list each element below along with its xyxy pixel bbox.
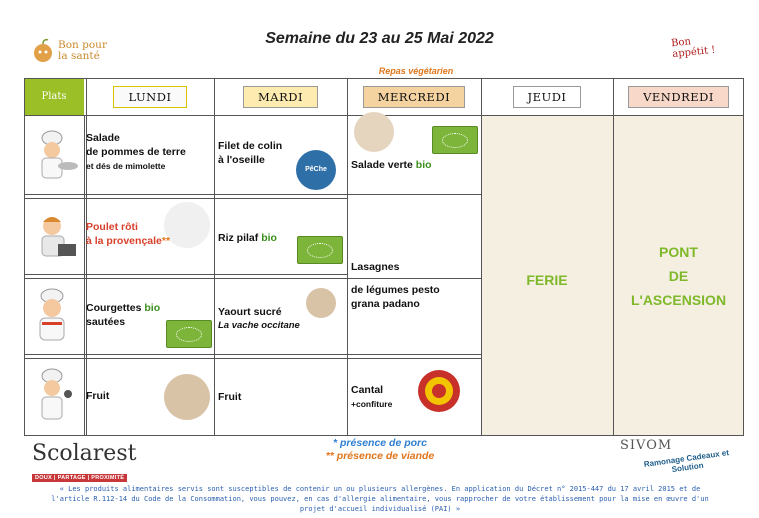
pont-line: L'ASCENSION <box>630 292 727 308</box>
dish-line: Filet de colin <box>218 140 283 152</box>
dish-line: grana padano <box>351 298 420 310</box>
cook-illustration-icon <box>30 206 80 266</box>
produit-local-badge-icon <box>164 374 210 420</box>
day-header-mercredi <box>347 84 481 110</box>
mercredi-entree <box>351 158 479 172</box>
peche-label-text: PêChe <box>305 166 327 173</box>
legend-porc: * présence de porc <box>333 437 427 449</box>
day-header-jeudi <box>481 84 613 110</box>
dish-line: et dés de mimolette <box>86 161 166 171</box>
lundi-entree <box>86 131 212 173</box>
day-header-mardi <box>214 84 347 110</box>
grid-line <box>24 358 481 359</box>
legend-viande: ** présence de viande <box>325 450 435 462</box>
grid-line <box>24 198 347 199</box>
dish-line: +confiture <box>351 399 393 409</box>
grid-line <box>24 274 347 275</box>
lundi-plat <box>86 220 212 248</box>
mardi-dessert <box>218 390 343 404</box>
dish-line: Salade <box>86 132 120 144</box>
scolarest-logo <box>32 441 142 481</box>
bon-appetit-logo: Bon appétit ! <box>670 36 716 61</box>
day-label: LUNDI <box>113 86 186 108</box>
grid-line <box>481 78 482 436</box>
grid-line <box>24 194 481 195</box>
grid-line <box>214 78 215 436</box>
dish-line: de pommes de terre <box>86 146 186 158</box>
vegetarian-meal-label: Repas végétarien <box>378 66 454 76</box>
dish-line: Yaourt sucré <box>218 306 282 318</box>
grid-line <box>24 435 744 436</box>
legend <box>240 437 520 463</box>
dish-line: Riz pilaf bio <box>218 232 277 244</box>
dish-line: Lasagnes <box>351 261 400 273</box>
disclaimer-line: « Les produits alimentaires servis sont susceptibles de contenir un ou plusieurs allergènes. En application du Décret n° 2015-447 du 17 avril 2015 et de <box>59 485 701 493</box>
allergen-disclaimer <box>10 484 750 514</box>
sivom-subtitle: Ramonage Cadeaux et Solution <box>643 448 730 475</box>
eu-organic-label-icon <box>432 126 478 154</box>
sivom-logo <box>620 438 750 478</box>
grid-line <box>24 78 25 436</box>
dish-line: Fruit <box>218 391 242 403</box>
dish-line: Cantal <box>351 384 384 396</box>
disclaimer-line: l'article R.112-14 du Code de la Consommation, vous pouvez, en cas d'allergie alimentaire, vous rapprocher de votre établissement pour la mise en œuvre d'un <box>51 495 709 503</box>
brand-name: Scolarest <box>32 441 137 466</box>
grid-line <box>24 354 481 355</box>
mercredi-plat-suite <box>351 283 479 311</box>
grid-line <box>24 78 744 79</box>
day-label: JEUDI <box>513 86 582 108</box>
vendredi-pont-text <box>613 240 744 312</box>
brand-tagline: DOUX | PARTAGE | PROXIMITÉ <box>32 474 127 482</box>
dish-line: à la provençale** <box>86 235 171 247</box>
mercredi-plat <box>351 260 479 274</box>
eu-organic-label-icon <box>166 320 212 348</box>
dish-line: Courgettes bio <box>86 302 161 314</box>
jeudi-ferie-text: FERIE <box>526 272 568 288</box>
chef-illustration-icon <box>30 126 80 186</box>
menu-table <box>24 78 744 436</box>
pont-line: DE <box>668 268 689 284</box>
day-label: MARDI <box>243 86 318 108</box>
chef-illustration-icon <box>30 286 80 346</box>
grid-line <box>24 278 481 279</box>
grid-line <box>347 78 348 436</box>
plats-header: Plats <box>24 78 84 115</box>
day-label: VENDREDI <box>628 86 729 108</box>
grid-line <box>84 115 85 436</box>
dish-line: Fruit <box>86 390 110 402</box>
dish-line: de légumes pesto <box>351 284 440 296</box>
vegetarien-badge-icon <box>354 112 394 152</box>
sivom-title: SIVOM <box>620 438 673 453</box>
dish-line: Poulet rôti <box>86 221 138 233</box>
dish-line: à l'oseille <box>218 154 265 166</box>
aop-label-icon <box>416 368 462 414</box>
day-header-vendredi <box>613 84 744 110</box>
dish-line: sautées <box>86 316 126 328</box>
pont-line: PONT <box>659 244 698 260</box>
produit-local-badge-icon <box>306 288 336 318</box>
eu-organic-label-icon <box>297 236 343 264</box>
disclaimer-line: projet d'accueil individualisé (PAI) » <box>299 505 461 513</box>
page-title: Semaine du 23 au 25 Mai 2022 <box>265 30 494 47</box>
dish-line: Salade verte bio <box>351 159 432 171</box>
dish-line: La vache occitane <box>218 320 300 331</box>
bon-pour-la-sante-text: Bon pour la santé <box>58 39 107 62</box>
day-header-lundi <box>86 84 214 110</box>
chef-illustration-icon <box>30 366 80 426</box>
day-label: MERCREDI <box>363 86 465 108</box>
